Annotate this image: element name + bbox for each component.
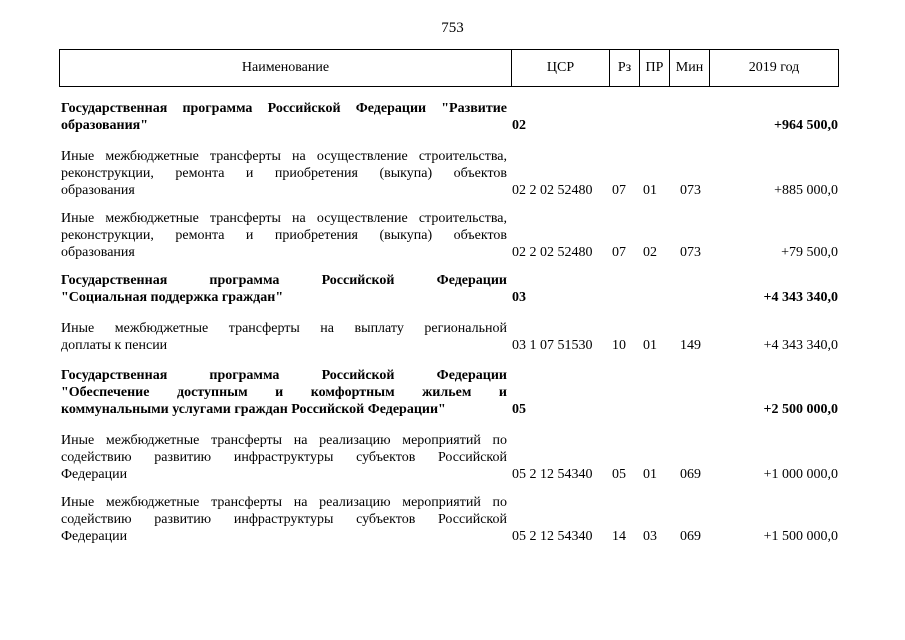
row-name-line: Иные межбюджетные трансферты на осуществление строительства, — [61, 211, 507, 226]
row-name-line: Иные межбюджетные трансферты на реализацию мероприятий по — [61, 495, 507, 510]
row-name-line: Государственная программа Российской Федерации — [61, 273, 507, 288]
row-csr: 02 — [512, 118, 526, 133]
row-name-line: "Социальная поддержка граждан" — [61, 290, 284, 305]
row-name-line: реконструкции, ремонта и приобретения (выкупа) объектов — [61, 228, 507, 243]
row-rz: 07 — [612, 183, 626, 198]
header-name: Наименование — [241, 60, 330, 75]
page-number: 753 — [441, 20, 464, 36]
row-min: 069 — [680, 529, 701, 544]
row-min: 073 — [680, 245, 701, 260]
row-csr: 02 2 02 52480 — [512, 245, 593, 260]
row-csr: 02 2 02 52480 — [512, 183, 593, 198]
row-name-line: Государственная программа Российской Федерации "Развитие — [61, 101, 507, 116]
row-name-line: "Обеспечение доступным и комфортным жильем и — [61, 385, 507, 400]
table-row — [0, 100, 905, 134]
row-name — [61, 494, 507, 545]
row-amount: +79 500,0 — [781, 245, 838, 260]
row-pr: 01 — [643, 338, 657, 353]
row-name-line: Иные межбюджетные трансферты на реализацию мероприятий по — [61, 433, 507, 448]
row-pr: 03 — [643, 529, 657, 544]
header-csr: ЦСР — [546, 60, 575, 75]
row-name-line: содействию развитию инфраструктуры субъектов Российской — [61, 450, 507, 465]
row-csr: 05 — [512, 402, 526, 417]
row-name — [61, 320, 507, 354]
row-amount: +2 500 000,0 — [763, 402, 838, 417]
row-pr: 02 — [643, 245, 657, 260]
row-amount: +4 343 340,0 — [763, 290, 838, 305]
table-row — [0, 432, 905, 483]
row-csr: 03 — [512, 290, 526, 305]
table-row — [0, 210, 905, 261]
row-name — [61, 148, 507, 199]
row-min: 069 — [680, 467, 701, 482]
header-min: Мин — [675, 60, 704, 75]
header-year: 2019 год — [748, 60, 800, 75]
row-pr: 01 — [643, 183, 657, 198]
row-name-line: Иные межбюджетные трансферты на осуществление строительства, — [61, 149, 507, 164]
table-row — [0, 494, 905, 545]
row-rz: 10 — [612, 338, 626, 353]
row-amount: +4 343 340,0 — [763, 338, 838, 353]
row-name-line: образования — [61, 183, 135, 198]
row-csr: 03 1 07 51530 — [512, 338, 593, 353]
row-csr: 05 2 12 54340 — [512, 467, 593, 482]
row-name-line: содействию развитию инфраструктуры субъектов Российской — [61, 512, 507, 527]
row-name — [61, 367, 507, 418]
header-pr: ПР — [645, 60, 664, 75]
row-name — [61, 272, 507, 306]
table-row — [0, 367, 905, 418]
header-rz: Рз — [617, 60, 632, 75]
row-name-line: коммунальными услугами граждан Российской Федерации" — [61, 402, 446, 417]
row-rz: 07 — [612, 245, 626, 260]
row-min: 073 — [680, 183, 701, 198]
row-name — [61, 432, 507, 483]
row-rz: 14 — [612, 529, 626, 544]
row-amount: +885 000,0 — [774, 183, 838, 198]
row-name-line: Федерации — [61, 467, 128, 482]
row-name — [61, 100, 507, 134]
row-name-line: Государственная программа Российской Федерации — [61, 368, 507, 383]
row-name — [61, 210, 507, 261]
row-amount: +1 500 000,0 — [763, 529, 838, 544]
row-rz: 05 — [612, 467, 626, 482]
row-min: 149 — [680, 338, 701, 353]
table-row — [0, 148, 905, 199]
table-row — [0, 320, 905, 354]
row-name-line: образования" — [61, 118, 149, 133]
row-amount: +964 500,0 — [774, 118, 838, 133]
row-csr: 05 2 12 54340 — [512, 529, 593, 544]
row-name-line: доплаты к пенсии — [61, 338, 168, 353]
row-name-line: Иные межбюджетные трансферты на выплату региональной — [61, 321, 507, 336]
row-name-line: образования — [61, 245, 135, 260]
table-row — [0, 272, 905, 306]
row-amount: +1 000 000,0 — [763, 467, 838, 482]
row-name-line: реконструкции, ремонта и приобретения (выкупа) объектов — [61, 166, 507, 181]
row-name-line: Федерации — [61, 529, 128, 544]
row-pr: 01 — [643, 467, 657, 482]
